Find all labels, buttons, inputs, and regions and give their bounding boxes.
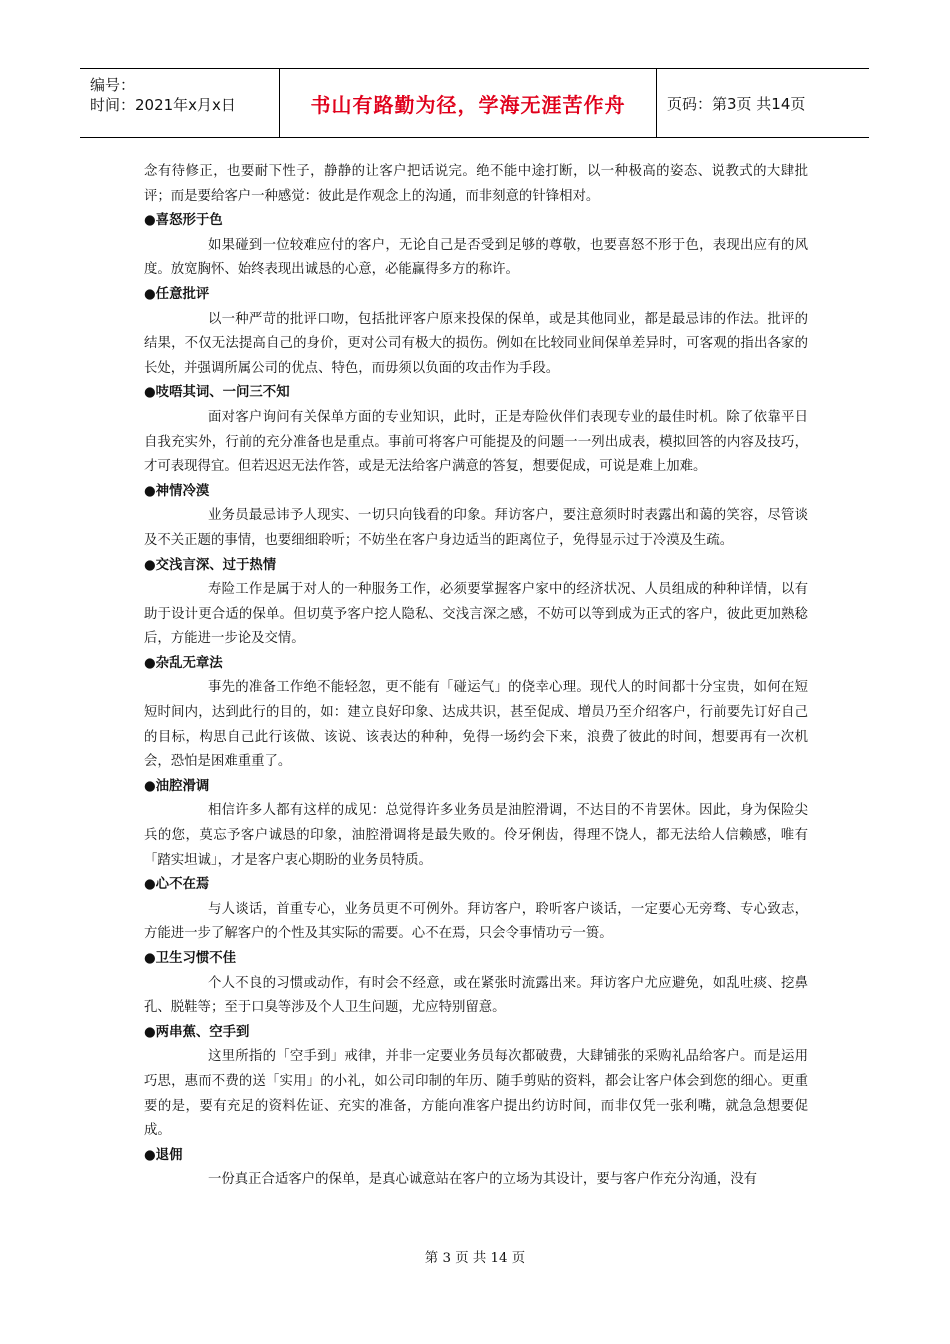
header-motto: 书山有路勤为径，学海无涯苦作舟 bbox=[280, 69, 657, 137]
doc-date: 时间：2021年x月x日 bbox=[90, 96, 236, 114]
doc-number-label: 编号： bbox=[90, 76, 136, 94]
header-page-info: 页码：第3页 共14页 bbox=[667, 94, 806, 113]
page-footer: 第 3 页 共 14 页 bbox=[424, 1251, 526, 1266]
header-meta bbox=[80, 69, 280, 137]
body-paragraph: 这里所指的「空手到」戒律，并非一定要业务员每次都破费，大肆铺张的采购礼品给客户。而是运用巧思，惠而不费的送「实用」的小礼，如公司印制的年历、随手剪贴的资料，都会让客户体会到您的细心。更重要的是，要有充足的资料佐证、充实的准备，方能向准客户提出约访时间，而非仅凭一张利嘴，就急急想要促成。 bbox=[144, 1049, 808, 1139]
section-heading: ●任意批评 bbox=[144, 286, 210, 302]
section-heading: ●交浅言深、过于热情 bbox=[144, 557, 277, 573]
body-paragraph: 事先的准备工作绝不能轻忽，更不能有「碰运气」的侥幸心理。现代人的时间都十分宝贵，如何在短短时间内，达到此行的目的，如：建立良好印象、达成共识，甚至促成、增员乃至介绍客户，行前要先订好自己的目标，构思自己此行该做、该说、该表达的种种，免得一场约会下来，浪费了彼此的时间，想要再有一次机会，恐怕是困难重重了。 bbox=[144, 680, 808, 770]
body-paragraph: 以一种严苛的批评口吻，包括批评客户原来投保的保单，或是其他同业，都是最忌讳的作法。批评的结果，不仅无法提高自己的身价，更对公司有极大的损伤。例如在比较同业间保单差异时，可客观的指出各家的长处，并强调所属公司的优点、特色，而毋须以负面的攻击作为手段。 bbox=[144, 311, 808, 376]
section-heading: ●退佣 bbox=[144, 1147, 183, 1163]
body-paragraph: 一份真正合适客户的保单，是真心诚意站在客户的立场为其设计，要与客户作充分沟通，没有 bbox=[208, 1172, 758, 1188]
page-header bbox=[80, 68, 869, 138]
section-heading: ●卫生习惯不佳 bbox=[144, 951, 237, 966]
section-heading: ●两串蕉、空手到 bbox=[144, 1024, 250, 1040]
section-heading: ●神情冷漠 bbox=[144, 483, 210, 499]
body-paragraph: 个人不良的习惯或动作，有时会不经意，或在紧张时流露出来。拜访客户尤应避免，如乱吐痰、挖鼻孔、脱鞋等；至于口臭等涉及个人卫生问题，尤应特别留意。 bbox=[144, 975, 808, 1016]
body-paragraph: 面对客户询问有关保单方面的专业知识，此时，正是寿险伙伴们表现专业的最佳时机。除了依靠平日自我充实外，行前的充分准备也是重点。事前可将客户可能提及的问题一一列出成表，模拟回答的内容及技巧，才可表现得宜。但若迟迟无法作答，或是无法给客户满意的答复，想要促成，可说是难上加难。 bbox=[144, 409, 808, 475]
body-paragraph: 如果碰到一位较难应付的客户，无论自己是否受到足够的尊敬，也要喜怒不形于色，表现出应有的风度。放宽胸怀、始终表现出诚恳的心意，必能赢得多方的称许。 bbox=[144, 237, 808, 278]
section-heading: ●杂乱无章法 bbox=[144, 655, 223, 671]
body-paragraph: 相信许多人都有这样的成见：总觉得许多业务员是油腔滑调，不达目的不肯罢休。因此，身为保险尖兵的您，莫忘予客户诚恳的印象，油腔滑调将是最失败的。伶牙俐齿，得理不饶人，都无法给人信赖感，唯有「踏实坦诚」，才是客户衷心期盼的业务员特质。 bbox=[144, 803, 808, 868]
body-paragraph: 寿险工作是属于对人的一种服务工作，必须要掌握客户家中的经济状况、人员组成的种种详情，以有助于设计更合适的保单。但切莫予客户挖人隐私、交浅言深之感，不妨可以等到成为正式的客户，彼此更加熟稔后，方能进一步论及交情。 bbox=[144, 582, 808, 647]
document-body bbox=[144, 160, 808, 1193]
body-paragraph: 念有待修正，也要耐下性子，静静的让客户把话说完。绝不能中途打断，以一种极高的姿态、说教式的大肆批评；而是要给客户一种感觉：彼此是作观念上的沟通，而非刻意的针锋相对。 bbox=[144, 164, 808, 204]
section-heading: ●吱唔其词、一问三不知 bbox=[144, 385, 290, 401]
section-heading: ●心不在焉 bbox=[144, 877, 210, 893]
body-paragraph: 与人谈话，首重专心，业务员更不可例外。拜访客户，聆听客户谈话，一定要心无旁骛、专心致志，方能进一步了解客户的个性及其实际的需要。心不在焉，只会令事情功亏一篑。 bbox=[144, 901, 808, 942]
body-paragraph: 业务员最忌讳予人现实、一切只向钱看的印象。拜访客户，要注意须时时表露出和蔼的笑容，尽管谈及不关正题的事情，也要细细聆听；不妨坐在客户身边适当的距离位子，免得显示过于冷漠及生疏。 bbox=[144, 508, 808, 548]
section-heading: ●油腔滑调 bbox=[144, 778, 210, 794]
section-heading: ●喜怒形于色 bbox=[144, 213, 223, 229]
